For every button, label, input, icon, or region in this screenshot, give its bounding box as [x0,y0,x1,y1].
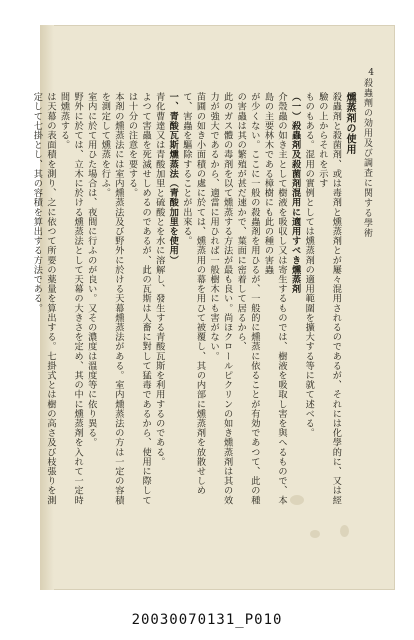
paper-stain [340,525,349,537]
text-line: ものもある。混用の實例としては燻蒸剤の適用範圍を擴大する等に就て述べる。 [303,92,315,438]
image-caption: 20030070131_P010 [131,612,283,628]
subsection-heading: （一）殺蟲剤及殺菌剤混用に適用すべき燻蒸剤 [289,92,301,294]
text-line: 苗圃の如き小面積の處に於ては、燻蒸用の幕を用ひて被覆し、其の内部に燻蒸剤を放散せしめて、害蟲を驅除することが出來る。 [180,92,206,496]
text-line: 此のガス體の毒剤を以て燻蒸する方法が最も良い。尚ほクロールピクリンの如き燻蒸剤は其の效力が強大であるから、適當に用ひれば一般樹木にも害がない。 [208,92,233,505]
text-line: 介殼蟲の如き主として樹液を吸収し又は寄生するものでは、樹液を吸取し害を與へるもので、本島の主要林木である樟樹にも此の種の害蟲 [262,92,288,505]
vertical-text-body [30,92,356,512]
text-line: 野外に於ては、立木に於ける燻蒸法として天幕の大きさを定め、其の中に燻蒸剤を入れて一定時間燻蒸する。 [58,92,84,505]
text-line: 殺蟲剤と殺菌剤、或は毒剤と燻蒸剤とが屢々混用されるのであるが、それには化學的に、又は經驗の上からそれを示す [316,92,342,505]
text-line: 青化曹達又は青酸加里と硫酸とを水に溶解し、發生する青酸瓦斯を利用するのである。 [153,92,165,467]
running-header: 殺蟲劑の効用及び調査に関する學術 [362,78,372,238]
text-line: 本剤の燻蒸法には室内燻蒸法及び野外に於ける天幕燻蒸法がある。室内燻蒸法の方は一定の容積を測定して燻蒸を行ふ。 [99,92,124,505]
page-number: 4 [368,68,374,78]
section-title: 燻蒸剤の使用 [344,92,355,155]
text-line: が少くない。ここに一般の殺蟲剤を用ひるが、一般的に燻蒸に依ることが有効であつて、此の種の害蟲は其の繁殖が甚だ速かで、葉面に密着して居るから、 [235,92,260,505]
text-line: 室内に於て用ひた場合は、夜間に行ふのが良い。又その濃度は溫度等に依り異る。 [85,92,97,448]
text-line: は天幕の表面積を測り、之に依つて所要の薬量を算出する。七掛式とは樹の高さ及び枝張りを測定して七掛とし、其の容積を算出する方法である。 [31,92,56,505]
subsection-heading: 一、青酸瓦斯燻蒸法（青酸加里を使用） [167,92,179,265]
paper-stain [310,530,320,538]
text-line: よつて害蟲を死滅せしめるのであるが、此の瓦斯は人畜に對して猛毒であるから、使用に際しては十分の注意を要する。 [126,92,152,505]
